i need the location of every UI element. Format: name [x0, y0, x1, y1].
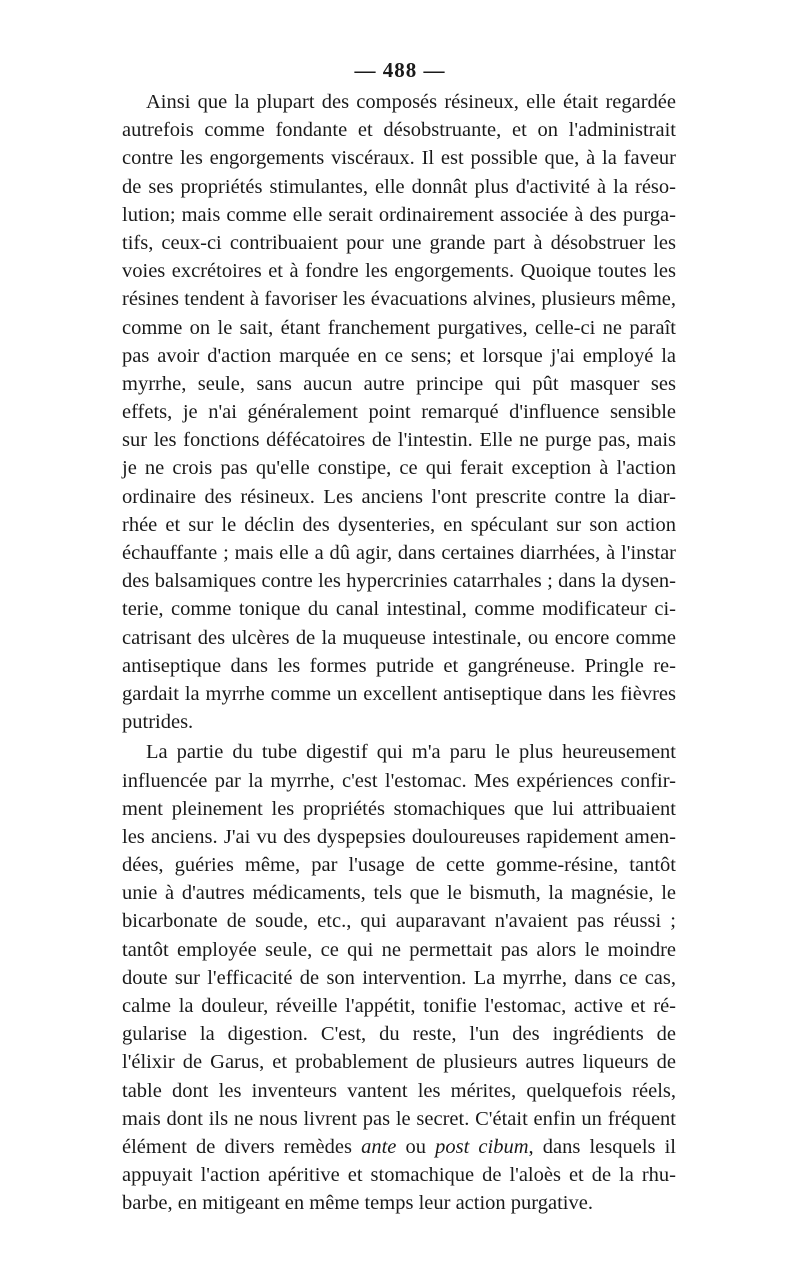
text-line: terie, comme tonique du canal intestinal, comme modificateur ci- — [122, 598, 676, 621]
text-line: lution; mais comme elle serait ordinairement associée à des purga- — [122, 203, 676, 226]
text-line: tantôt employée seule, ce qui ne permettait pas alors le moindre — [122, 938, 676, 961]
text-line: unie à d'autres médicaments, tels que le bismuth, la magnésie, le — [122, 882, 676, 905]
text-line: antiseptique dans les formes putride et gangréneuse. Pringle re- — [122, 654, 676, 677]
text-line: rhée et sur le déclin des dysenteries, en spéculant sur son action — [122, 513, 676, 536]
text-line: ment pleinement les propriétés stomachiques que lui attribuaient — [122, 797, 676, 820]
body-text — [122, 88, 676, 1218]
text-segment: ou — [396, 1135, 436, 1158]
text-line: table dont les inventeurs vantent les mérites, quelquefois réels, — [122, 1079, 676, 1102]
page-number: — 488 — — [354, 58, 446, 82]
text-line: doute sur l'efficacité de son intervention. La myrrhe, dans ce cas, — [122, 966, 676, 989]
text-line: pas avoir d'action marquée en ce sens; et lorsque j'ai employé la — [122, 344, 676, 367]
text-line: effets, je n'ai généralement point remarqué d'influence sensible — [122, 401, 676, 424]
text-line: gardait la myrrhe comme un excellent antiseptique dans les fièvres — [122, 682, 676, 705]
text-line: gularise la digestion. C'est, du reste, l'un des ingrédients de — [122, 1023, 676, 1046]
text-line: les anciens. J'ai vu des dyspepsies douloureuses rapidement amen- — [122, 825, 676, 848]
text-line: putrides. — [122, 711, 194, 734]
latin-term-post-cibum: post cibum — [435, 1135, 529, 1158]
text-line: autrefois comme fondante et désobstruante, et on l'administrait — [122, 119, 676, 142]
text-line: calme la douleur, réveille l'appétit, tonifie l'estomac, active et ré- — [122, 995, 676, 1017]
text-line-with-italics — [122, 1133, 676, 1161]
text-line: je ne crois pas qu'elle constipe, ce qui ferait exception à l'action — [122, 457, 676, 480]
text-segment: , dans lesquels il — [528, 1135, 676, 1158]
text-line: mais dont ils ne nous livrent pas le secret. C'était enfin un fréquent — [122, 1107, 676, 1130]
text-line: catrisant des ulcères de la muqueuse intestinale, ou encore comme — [122, 626, 676, 649]
text-line: de ses propriétés stimulantes, elle donnât plus d'activité à la réso- — [122, 175, 676, 198]
text-line: appuyait l'action apéritive et stomachique de l'aloès et de la rhu- — [122, 1164, 676, 1187]
text-line: échauffante ; mais elle a dû agir, dans certaines diarrhées, à l'instar — [122, 542, 676, 564]
text-segment: élément de divers remèdes — [122, 1135, 362, 1158]
text-line: des balsamiques contre les hypercrinies catarrhales ; dans la dysen- — [122, 570, 676, 593]
text-line: ordinaire des résineux. Les anciens l'ont prescrite contre la diar- — [122, 485, 676, 508]
text-line: résines tendent à favoriser les évacuations alvines, plusieurs même, — [122, 288, 676, 311]
text-line: Ainsi que la plupart des composés résineux, elle était regardée — [146, 91, 676, 113]
paragraph-2 — [122, 738, 676, 1217]
text-line: tifs, ceux-ci contribuaient pour une grande part à désobstruer les — [122, 231, 676, 254]
text-line: La partie du tube digestif qui m'a paru le plus heureusement — [146, 741, 676, 764]
paragraph-1 — [122, 88, 676, 736]
text-line: influencée par la myrrhe, c'est l'estomac. Mes expériences confir- — [122, 769, 676, 792]
text-line: sur les fonctions défécatoires de l'intestin. Elle ne purge pas, mais — [122, 429, 676, 452]
text-line: l'élixir de Garus, et probablement de plusieurs autres liqueurs de — [122, 1051, 676, 1074]
text-line: bicarbonate de soude, etc., qui auparavant n'avaient pas réussi ; — [122, 910, 676, 933]
text-line: comme on le sait, étant franchement purgatives, celle-ci ne paraît — [122, 316, 676, 339]
text-line: barbe, en mitigeant en même temps leur action purgative. — [122, 1192, 593, 1215]
text-line: myrrhe, seule, sans aucun autre principe qui pût masquer ses — [122, 372, 676, 395]
text-line: dées, guéries même, par l'usage de cette gomme-résine, tantôt — [122, 854, 676, 877]
text-line: voies excrétoires et à fondre les engorgements. Quoique toutes les — [122, 260, 676, 283]
text-line: contre les engorgements viscéraux. Il est possible que, à la faveur — [122, 147, 676, 170]
latin-term-ante: ante — [361, 1135, 397, 1158]
